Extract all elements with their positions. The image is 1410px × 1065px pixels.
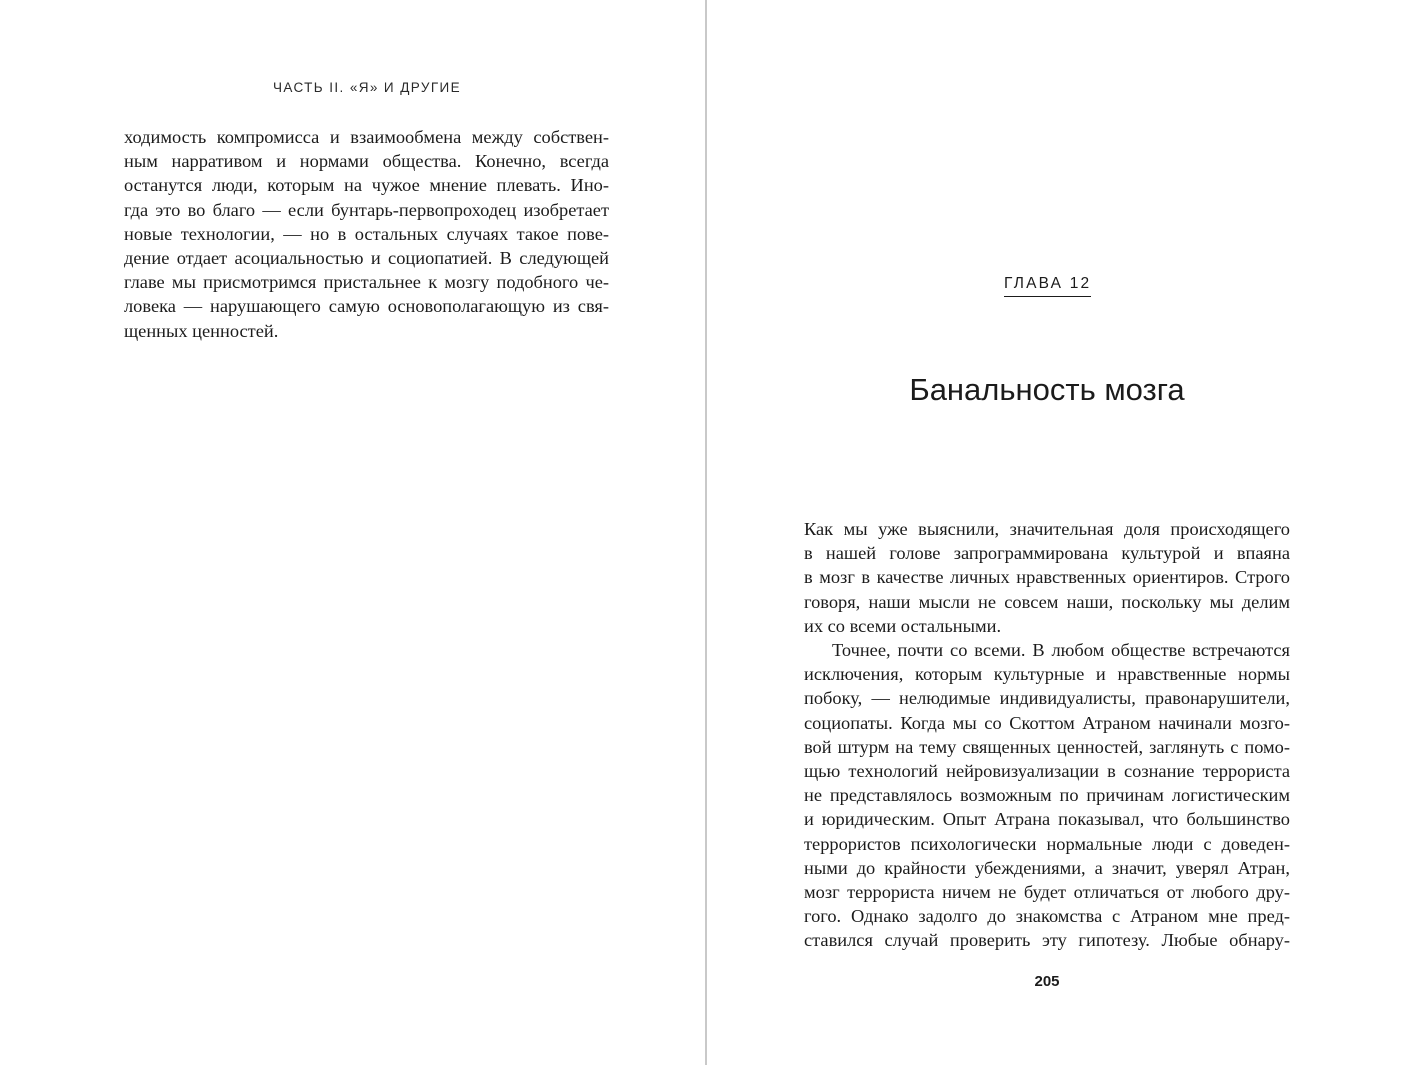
left-page-text — [124, 125, 609, 343]
text-line: щенных ценностей. — [124, 320, 279, 341]
text-line: ным нарративом и нормами общества. Конечно, всегда — [124, 151, 609, 172]
right-page — [708, 0, 1410, 1065]
right-page-text — [804, 517, 1290, 953]
text-line: не представлялось возможным по причинам логистическим — [804, 785, 1290, 806]
book-spine — [705, 0, 707, 1065]
text-line: главе мы присмотримся пристальнее к мозгу подобного че- — [124, 272, 609, 293]
text-line: щью технологий нейровизуализации в сознание террориста — [804, 761, 1290, 782]
text-line: ловека — нарушающего самую основополагающую из свя- — [124, 296, 609, 317]
text-line: гда это во благо — если бунтарь-первопроходец изобретает — [124, 199, 609, 220]
text-line: в нашей голове запрограммирована культурой и впаяна — [804, 543, 1290, 564]
text-line: мозг террориста ничем не будет отличаться от любого дру- — [804, 882, 1290, 903]
text-line: гого. Однако задолго до знакомства с Атраном мне пред- — [804, 906, 1290, 927]
text-line: Точнее, почти со всеми. В любом обществе встречаются — [832, 640, 1290, 661]
text-line: и юридическим. Опыт Атрана показывал, что большинство — [804, 809, 1290, 830]
text-line: побоку, — нелюдимые индивидуалисты, правонарушители, — [804, 688, 1290, 709]
text-line: ными до крайности убеждениями, а значит, уверял Атран, — [804, 857, 1290, 878]
text-line: ставился случай проверить эту гипотезу. Любые обнару- — [804, 930, 1290, 951]
text-line: вой штурм на тему священных ценностей, заглянуть с помо- — [804, 736, 1290, 757]
text-line: в мозг в качестве личных нравственных ориентиров. Строго — [804, 567, 1290, 588]
text-line: Как мы уже выяснили, значительная доля происходящего — [804, 519, 1290, 539]
text-line: их со всеми остальными. — [804, 615, 1002, 636]
text-line: дение отдает асоциальностью и социопатией. В следующей — [124, 248, 609, 269]
page-number: 205 — [1034, 973, 1060, 990]
text-line: социопаты. Когда мы со Скоттом Атраном начинали мозго- — [804, 712, 1290, 733]
text-line: террористов психологически нормальные люди с доведен- — [804, 833, 1290, 854]
text-line: останутся люди, которым на чужое мнение плевать. Ино- — [124, 175, 609, 196]
text-line: новые технологии, — но в остальных случаях такое пове- — [124, 223, 609, 244]
chapter-label: ГЛАВА 12 — [1004, 275, 1091, 297]
text-line: говоря, наши мысли не совсем наши, поскольку мы делим — [804, 591, 1290, 612]
chapter-title: Банальность мозга — [909, 372, 1185, 407]
text-line: ходимость компромисса и взаимообмена между собствен- — [124, 127, 609, 147]
running-head: ЧАСТЬ II. «Я» И ДРУГИЕ — [272, 80, 462, 95]
text-line: исключения, которым культурные и нравственные нормы — [804, 664, 1290, 685]
